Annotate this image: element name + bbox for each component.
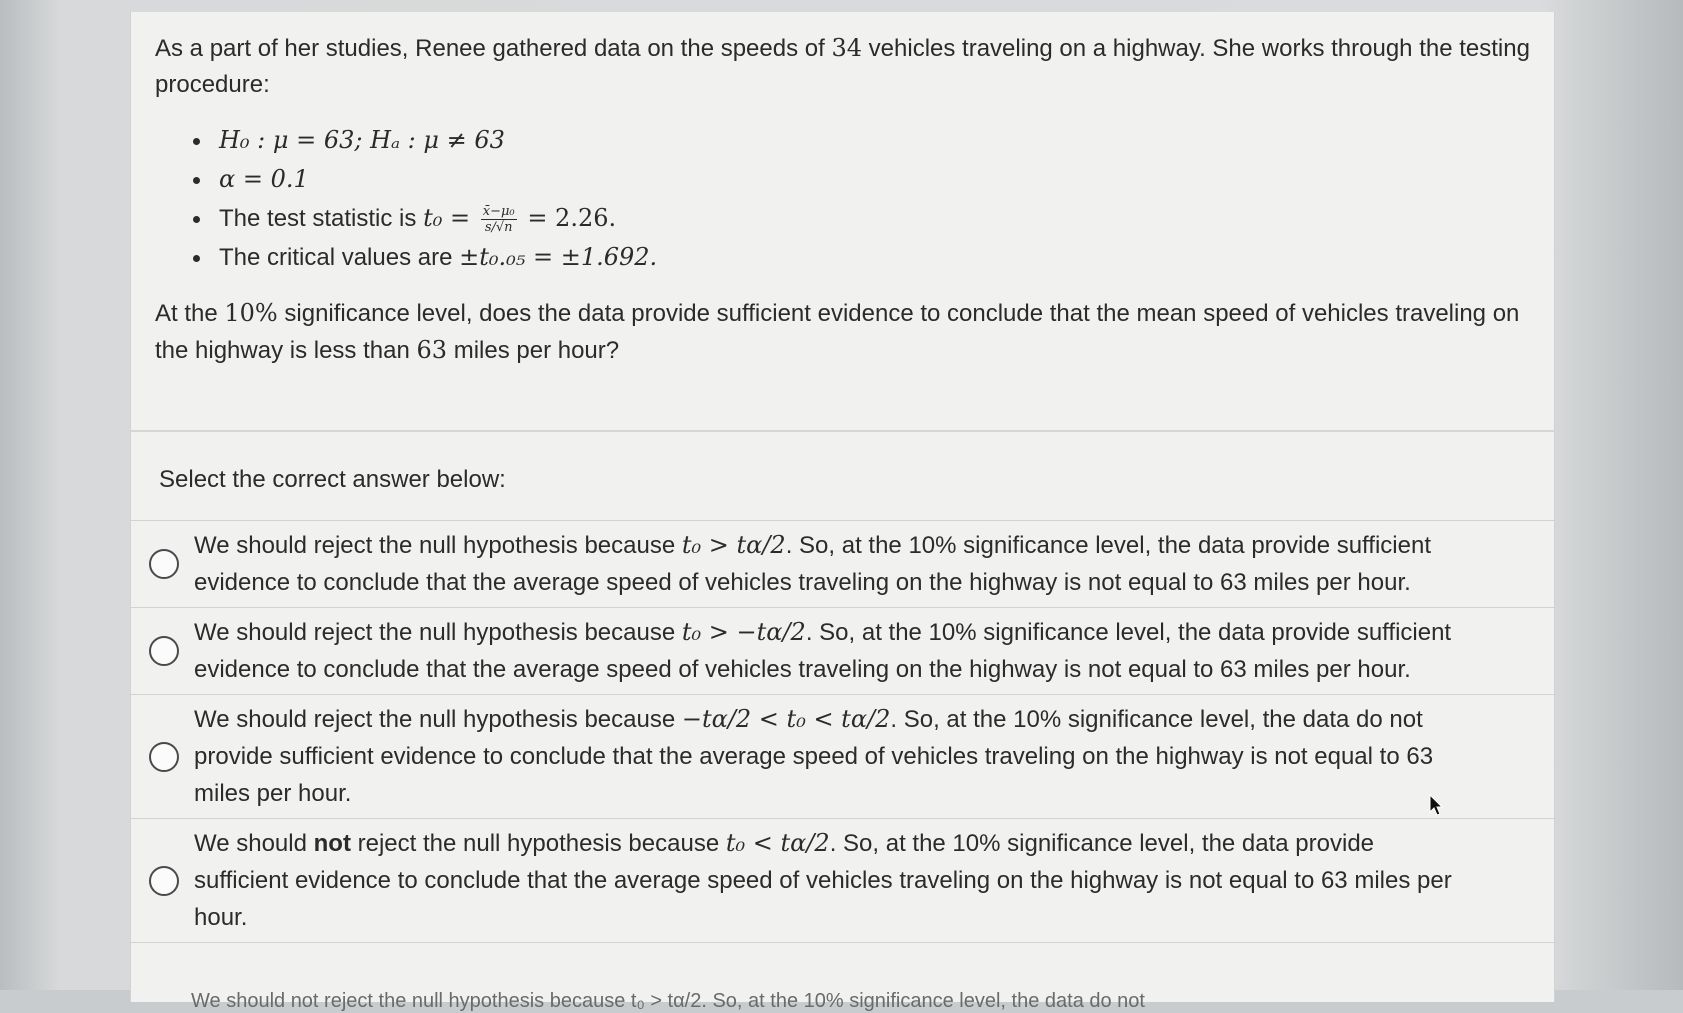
- test-statistic-label: The test statistic is: [219, 205, 424, 232]
- fraction-numerator: x̄−μ₀: [482, 204, 515, 220]
- sample-size: 34: [831, 34, 862, 62]
- answer-option-1[interactable]: [131, 521, 1554, 608]
- answer-option-3[interactable]: [131, 695, 1554, 819]
- question-body: [131, 12, 1554, 369]
- option-text-rest: . So, at the 10% significance level, the data provide sufficient evidence to conclude that the average speed of vehicles traveling on the highway is not equal to 63 miles per hour.: [194, 830, 1452, 931]
- prompt-text-c: miles per hour?: [447, 337, 620, 364]
- alpha-level: α = 0.1: [219, 165, 309, 193]
- prompt-text-b: significance level, does the data provide sufficient evidence to conclude that the mean speed of vehicles traveling on the highway is less than: [155, 300, 1520, 364]
- answer-option-4[interactable]: [131, 819, 1554, 943]
- option-text: We should reject the null hypothesis because: [194, 706, 682, 733]
- prompt-text-a: At the: [155, 300, 225, 327]
- option-text: We should reject the null hypothesis because: [194, 532, 682, 559]
- option-text-rest: . So, at the 10% significance level, the data provide sufficient evidence to conclude that the average speed of vehicles traveling on the highway is not equal to 63 miles per hour.: [194, 619, 1452, 683]
- cut-off-option-text: We should not reject the null hypothesis because t₀ > tα/2. So, at the 10% significance level, the data do not: [191, 990, 1145, 1012]
- test-statistic-lhs: t₀ =: [423, 204, 471, 232]
- test-statistic-value: = 2.26.: [527, 204, 617, 232]
- procedure-list: [191, 121, 1530, 277]
- prompt-speed: 63: [416, 336, 448, 364]
- option-text-b: reject the null hypothesis because: [350, 830, 726, 857]
- answer-options: [131, 520, 1554, 943]
- critical-values-label: The critical values are: [219, 244, 460, 271]
- radio-button[interactable]: [149, 549, 179, 579]
- option-text: We should reject the null hypothesis because: [194, 619, 682, 646]
- section-divider: [131, 430, 1554, 432]
- option-text-rest: . So, at the 10% significance level, the data do not provide sufficient evidence to conclude that the average speed of vehicles traveling on the highway is not equal to 63 miles per hour.: [194, 706, 1434, 807]
- option-text-rest: . So, at the 10% significance level, the data provide sufficient evidence to conclude that the average speed of vehicles traveling on the highway is not equal to 63 miles per hour.: [194, 532, 1431, 596]
- alpha-item: [191, 160, 1530, 199]
- question-panel: [130, 12, 1555, 1012]
- option-condition: t₀ > −tα/2: [681, 618, 806, 646]
- fraction-denominator: s/√n: [484, 220, 513, 236]
- option-condition: t₀ < tα/2: [725, 829, 830, 857]
- answer-option-2[interactable]: [131, 608, 1554, 695]
- hypotheses-item: [191, 121, 1530, 160]
- intro-text-b: vehicles traveling on a highway. She works through the testing procedure:: [155, 35, 1530, 98]
- hypotheses: H₀ : μ = 63; Hₐ : μ ≠ 63: [219, 126, 505, 154]
- critical-values: ±t₀.₀₅ = ±1.692.: [459, 243, 658, 271]
- option-text-bold: not: [313, 830, 351, 857]
- test-statistic-item: [191, 199, 1530, 238]
- mouse-cursor-icon: [1429, 794, 1443, 816]
- prompt-significance: 10%: [224, 299, 278, 327]
- option-text: We should: [194, 830, 314, 857]
- select-label: Select the correct answer below:: [159, 466, 506, 493]
- intro-text-a: As a part of her studies, Renee gathered data on the speeds of: [155, 35, 832, 62]
- critical-values-item: [191, 238, 1530, 277]
- radio-button[interactable]: [149, 636, 179, 666]
- question-prompt: [155, 295, 1530, 369]
- option-condition: −tα/2 < t₀ < tα/2: [681, 705, 891, 733]
- radio-button[interactable]: [149, 866, 179, 896]
- option-condition: t₀ > tα/2: [681, 531, 786, 559]
- question-intro: [155, 30, 1530, 103]
- test-statistic-fraction: [481, 204, 517, 235]
- radio-button[interactable]: [149, 742, 179, 772]
